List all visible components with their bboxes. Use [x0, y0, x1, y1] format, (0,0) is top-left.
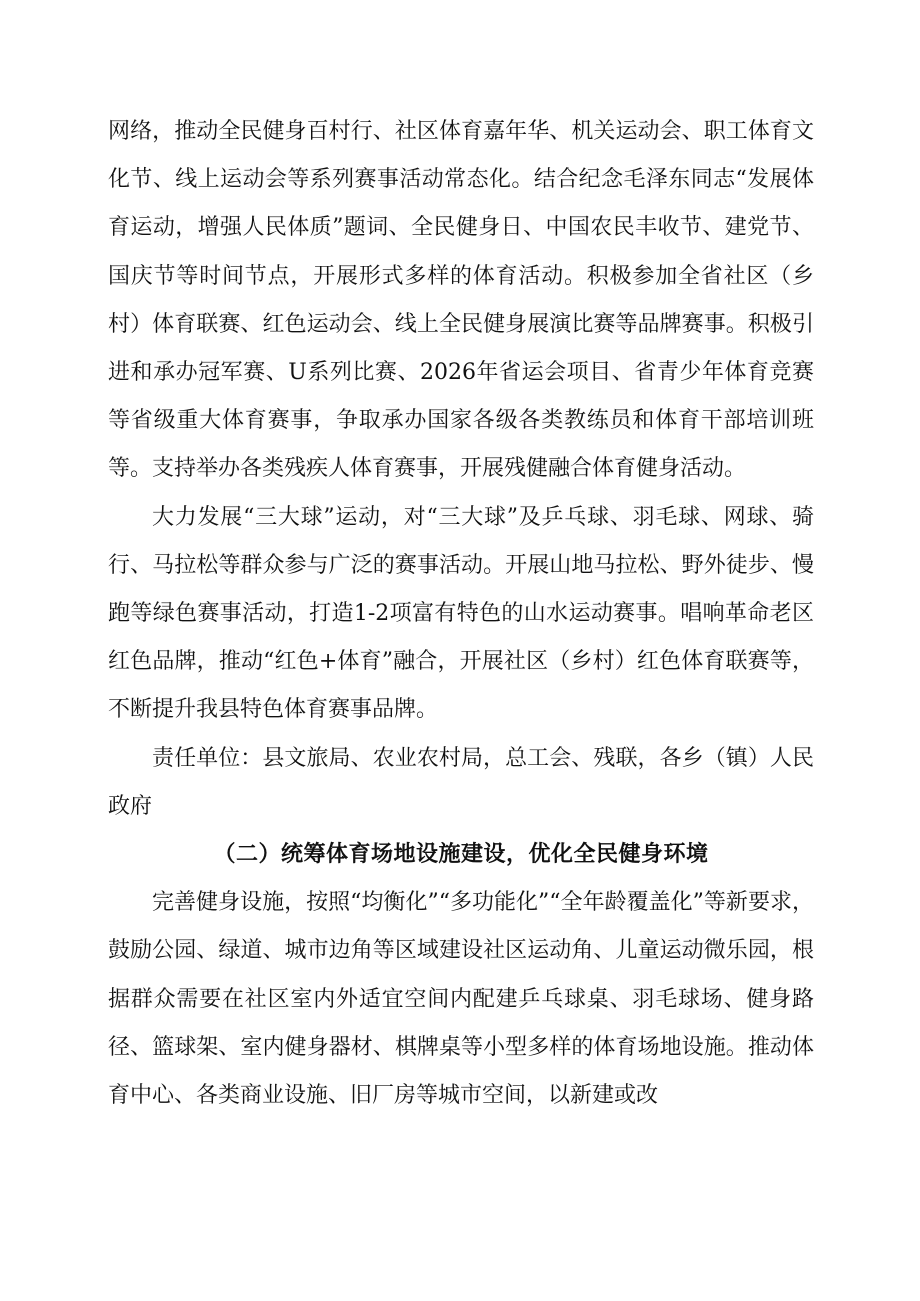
- section-heading: （二）统筹体育场地设施建设，优化全民健身环境: [213, 842, 709, 868]
- paragraph-three-balls: 大力发展“三大球”运动，对“三大球”及乒乓球、羽毛球、网球、骑行、马拉松等群众参与广泛的赛事活动。开展山地马拉松、野外徒步、慢跑等绿色赛事活动，打造1-2项富有特色的山水运动赛事。唱响革命老区红色品牌，推动“红色+体育”融合，开展社区（乡村）红色体育联赛等，不断提升我县特色体育赛事品牌。: [108, 504, 814, 723]
- paragraph-events: 网络，推动全民健身百村行、社区体育嘉年华、机关运动会、职工体育文化节、线上运动会等系列赛事活动常态化。结合纪念毛泽东同志“发展体育运动，增强人民体质”题词、全民健身日、中国农民丰收节、建党节、国庆节等时间节点，开展形式多样的体育活动。积极参加全省社区（乡村）体育联赛、红色运动会、线上全民健身展演比赛等品牌赛事。积极引进和承办冠军赛、U系列比赛、2026年省运会项目、省青少年体育竞赛等省级重大体育赛事，争取承办国家各级各类教练员和体育干部培训班等。支持举办各类残疾人体育赛事，开展残健融合体育健身活动。: [108, 119, 814, 482]
- document-page: [108, 108, 814, 1120]
- paragraph-responsible-units: 责任单位：县文旅局、农业农村局，总工会、残联，各乡（镇）人民政府: [108, 745, 814, 819]
- paragraph-facilities: 完善健身设施，按照“均衡化”“多功能化”“全年龄覆盖化”等新要求，鼓励公园、绿道、城市边角等区域建设社区运动角、儿童运动微乐园，根据群众需要在社区室内外适宜空间内配建乒乓球桌、羽毛球场、健身路径、篮球架、室内健身器材、棋牌桌等小型多样的体育场地设施。推动体育中心、各类商业设施、旧厂房等城市空间，以新建或改: [108, 890, 814, 1109]
